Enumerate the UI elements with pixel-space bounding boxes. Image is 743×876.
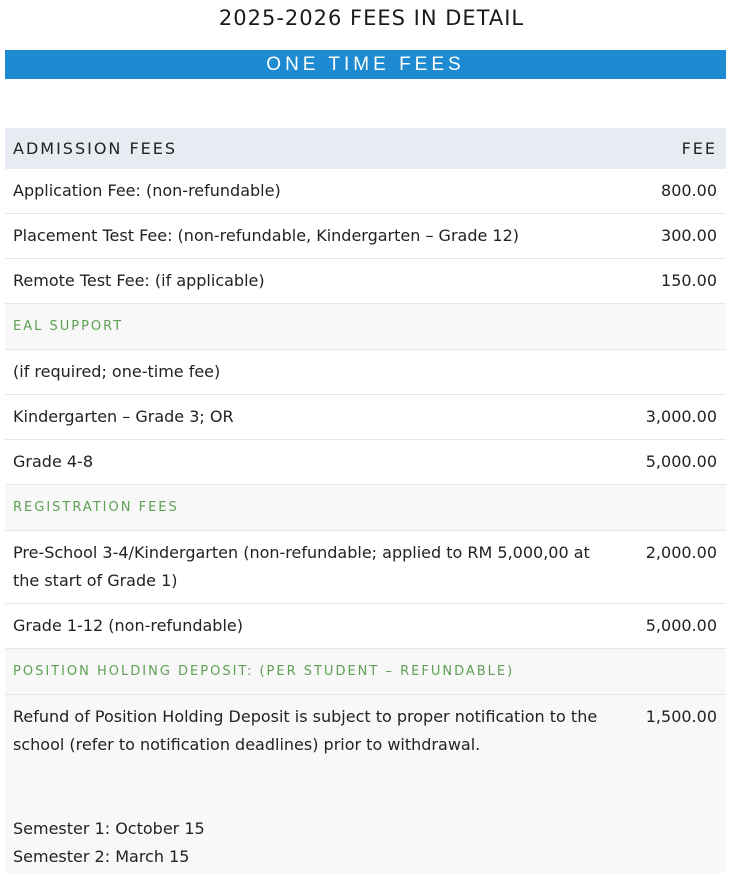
row-description: Refund of Position Holding Deposit is subject to proper notification to the school (refer to notification deadlines) prior to withdrawal. [13, 707, 598, 754]
row-fee: 5,000.00 [645, 452, 717, 471]
section-label: REGISTRATION FEES [13, 499, 179, 515]
table-row [5, 169, 726, 214]
table-row [5, 259, 726, 304]
table-row [5, 440, 726, 485]
table-header [5, 128, 726, 169]
row-description: Kindergarten – Grade 3; OR [13, 407, 234, 426]
row-fee: 300.00 [661, 226, 717, 245]
row-description: Application Fee: (non-refundable) [13, 181, 281, 200]
row-fee: 5,000.00 [645, 616, 717, 635]
row-fee: 1,500.00 [645, 707, 717, 726]
section-label: POSITION HOLDING DEPOSIT: (PER STUDENT – REFUNDABLE) [13, 663, 515, 679]
row-description: Grade 4-8 [13, 452, 93, 471]
deadline-semester-1: Semester 1: October 15 [13, 819, 205, 838]
page-title: 2025-2026 FEES IN DETAIL [218, 6, 525, 30]
section-heading-eal [5, 304, 726, 350]
table-row [5, 531, 726, 604]
row-fee: 150.00 [661, 271, 717, 290]
row-description: (if required; one-time fee) [13, 362, 221, 381]
fees-table [5, 128, 726, 873]
table-row [5, 214, 726, 259]
table-row [5, 395, 726, 440]
notification-deadlines [13, 815, 717, 871]
table-row [5, 350, 726, 395]
table-row [5, 604, 726, 649]
header-fee: FEE [681, 138, 717, 158]
section-label: EAL SUPPORT [13, 318, 124, 334]
row-description: Placement Test Fee: (non-refundable, Kindergarten – Grade 12) [13, 226, 520, 245]
row-fee: 2,000.00 [645, 543, 717, 562]
section-heading-registration [5, 485, 726, 531]
section-heading-deposit [5, 649, 726, 695]
section-banner: ONE TIME FEES [5, 50, 726, 79]
table-row [5, 695, 726, 873]
deadline-semester-2: Semester 2: March 15 [13, 847, 190, 866]
header-label: ADMISSION FEES [13, 138, 178, 158]
row-description: Grade 1-12 (non-refundable) [13, 616, 243, 635]
row-fee: 800.00 [661, 181, 717, 200]
row-description: Pre-School 3-4/Kindergarten (non-refundable; applied to RM 5,000,00 at the start of Grade 1) [13, 543, 590, 590]
row-fee: 3,000.00 [645, 407, 717, 426]
row-description: Remote Test Fee: (if applicable) [13, 271, 265, 290]
